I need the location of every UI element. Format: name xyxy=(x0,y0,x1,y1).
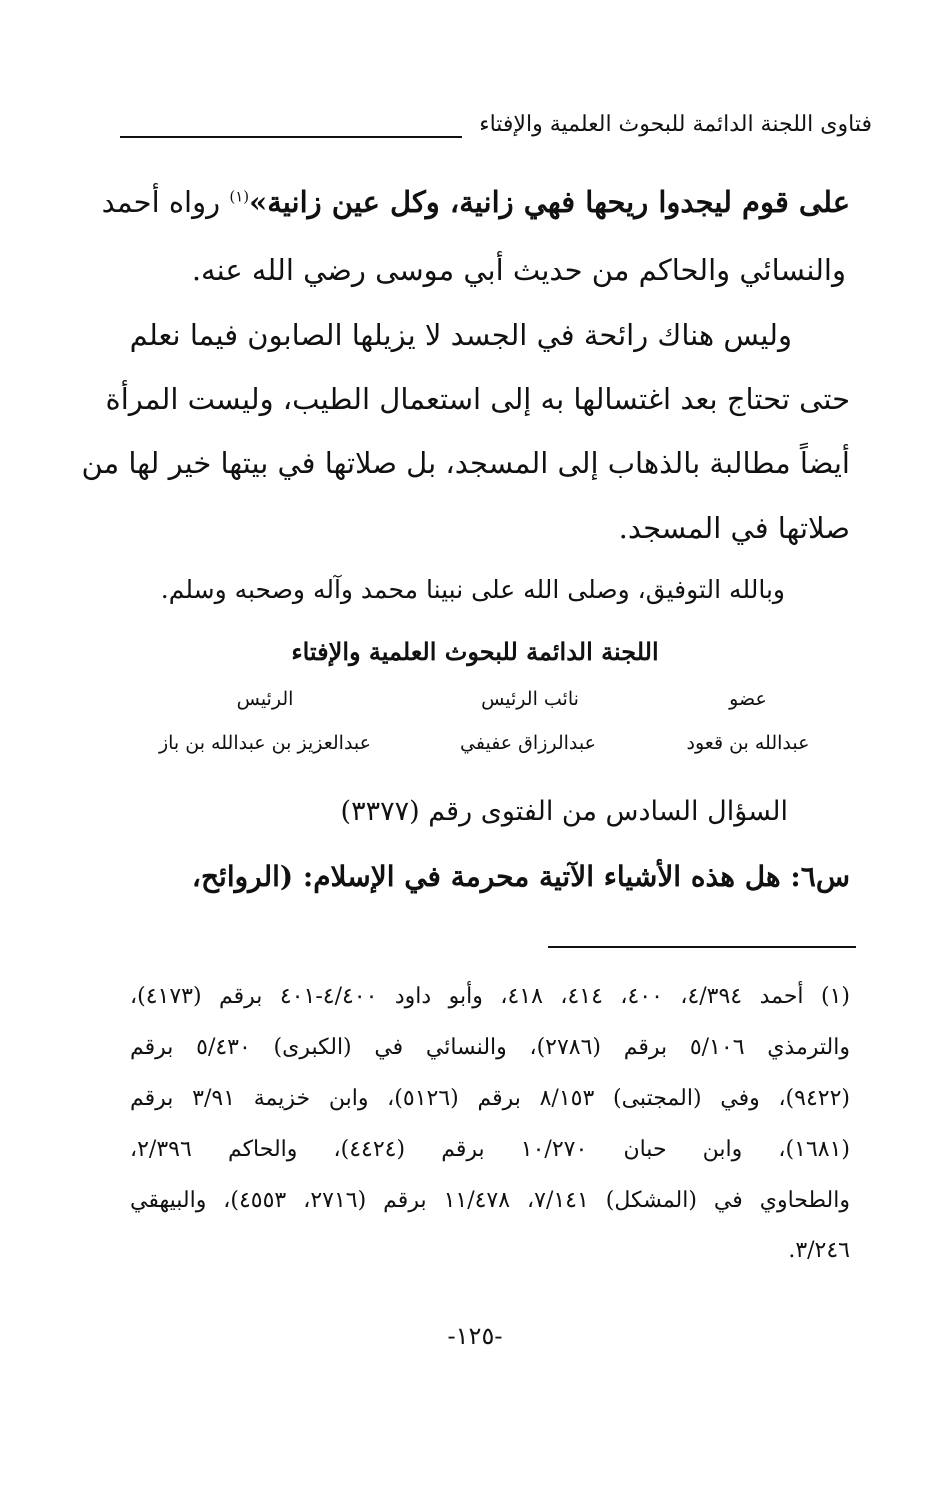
member-role-2: نائب الرئيس xyxy=(481,688,579,710)
footnote-line-1: (١) أحمد ٤/٣٩٤، ٤٠٠، ٤١٤، ٤١٨، وأبو داود ٤/٤٠٠-٤٠١ برقم (٤١٧٣)، xyxy=(130,984,850,1009)
committee-name: اللجنة الدائمة للبحوث العلمية والإفتاء xyxy=(291,637,659,666)
body-line-4: حتى تحتاج بعد اغتسالها به إلى استعمال الطيب، وليست المرأة xyxy=(105,382,850,416)
body-line-5: أيضاً مطالبة بالذهاب إلى المسجد، بل صلاتها في بيتها خير لها من xyxy=(81,446,850,480)
footnote-line-6: ٣/٢٤٦. xyxy=(788,1238,850,1263)
member-role-1: عضو xyxy=(729,688,767,710)
member-name-3: عبدالعزيز بن عبدالله بن باز xyxy=(158,732,372,754)
footnote-ref: (١) xyxy=(229,187,250,206)
body-line-6: صلاتها في المسجد. xyxy=(618,511,850,545)
footnote-line-2: والترمذي ٥/١٠٦ برقم (٢٧٨٦)، والنسائي في (الكبرى) ٥/٤٣٠ برقم xyxy=(130,1035,850,1060)
question-text: س٦: هل هذه الأشياء الآتية محرمة في الإسلام: (الروائح، xyxy=(191,860,850,893)
footnote-line-3: (٩٤٢٢)، وفي (المجتبى) ٨/١٥٣ برقم (٥١٢٦)، وابن خزيمة ٣/٩١ برقم xyxy=(130,1086,850,1111)
body-line-2: والنسائي والحاكم من حديث أبي موسى رضي الله عنه. xyxy=(191,253,846,287)
hadith-quote: على قوم ليجدوا ريحها فهي زانية، وكل عين زانية» xyxy=(249,185,850,219)
footnote-rule xyxy=(548,946,856,948)
footnote-line-4: (١٦٨١)، وابن حبان ١٠/٢٧٠ برقم (٤٤٢٤)، والحاكم ٢/٣٩٦، xyxy=(130,1137,850,1162)
member-name-1: عبدالله بن قعود xyxy=(686,732,810,754)
member-name-2: عبدالرزاق عفيفي xyxy=(460,732,596,754)
footnote-line-5: والطحاوي في (المشكل) ٧/١٤١، ١١/٤٧٨ برقم (٢٧١٦، ٤٥٥٣)، والبيهقي xyxy=(130,1188,850,1213)
body-line-3: وليس هناك رائحة في الجسد لا يزيلها الصابون فيما نعلم xyxy=(129,318,792,352)
page-number: -١٢٥- xyxy=(447,1322,503,1350)
body-line-1 xyxy=(101,185,850,219)
header-rule xyxy=(120,136,462,138)
running-header: فتاوى اللجنة الدائمة للبحوث العلمية والإفتاء xyxy=(479,112,872,137)
closing-prayer: وبالله التوفيق، وصلى الله على نبينا محمد وآله وصحبه وسلم. xyxy=(160,575,785,604)
question-heading: السؤال السادس من الفتوى رقم (٣٣٧٧) xyxy=(340,796,788,827)
hadith-attribution: رواه أحمد xyxy=(101,185,230,219)
member-role-3: الرئيس xyxy=(236,688,294,710)
